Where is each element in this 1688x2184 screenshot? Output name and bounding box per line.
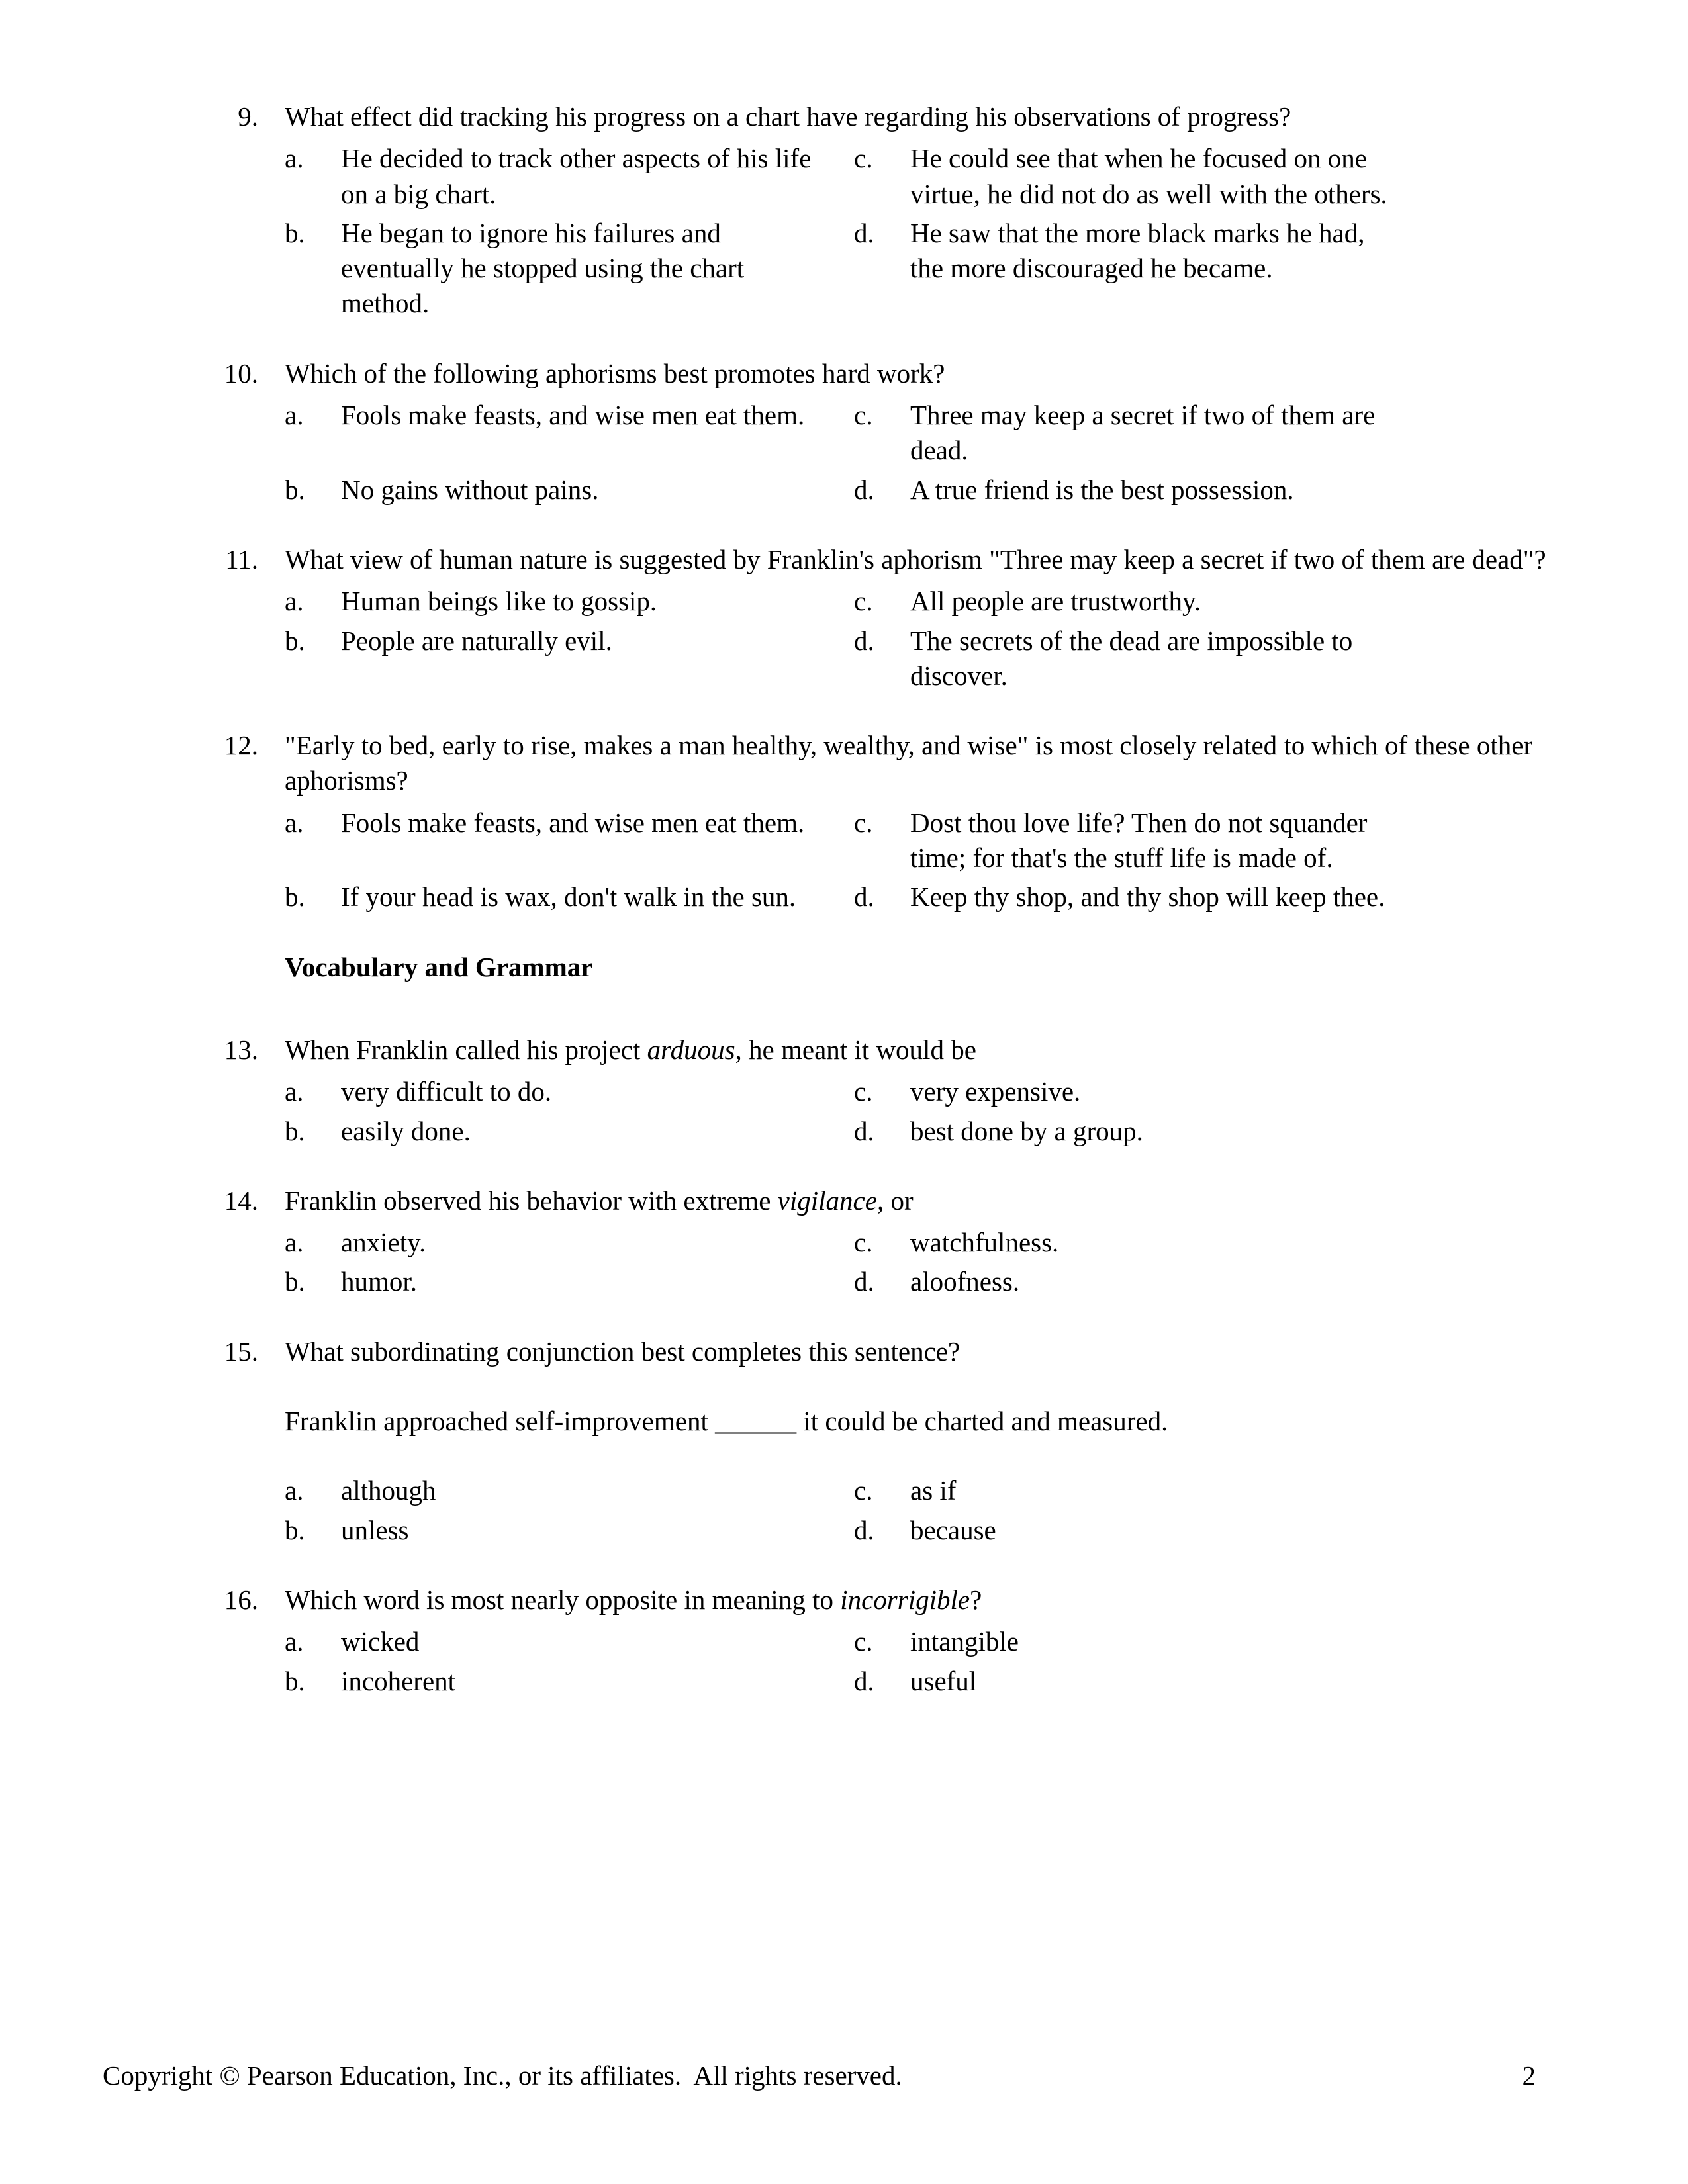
option-d: [854, 216, 1575, 287]
option-row: [285, 398, 1575, 469]
option-text: although: [341, 1475, 436, 1506]
question-14: [212, 1183, 1575, 1300]
option-a: [285, 1074, 854, 1109]
options-list: [285, 1074, 1575, 1149]
option-letter: a.: [285, 1227, 304, 1258]
question-text: [285, 1334, 1575, 1369]
question-text-italic-term: incorrigible: [840, 1584, 970, 1615]
option-a: [285, 398, 854, 433]
option-letter: a.: [285, 1475, 304, 1506]
options-list: [285, 1225, 1575, 1300]
option-text: wicked: [341, 1626, 420, 1657]
option-text: incoherent: [341, 1665, 456, 1696]
option-letter: b.: [285, 1266, 305, 1297]
option-c: [854, 398, 1575, 469]
option-c: [854, 1624, 1575, 1659]
option-d: [854, 473, 1575, 508]
option-text: He could see that when he focused on one virtue, he did not do as well with the others.: [910, 143, 1387, 209]
question-text-segment: Franklin observed his behavior with extreme: [285, 1185, 778, 1216]
page-number: 2: [1522, 2060, 1536, 2091]
question-11: [212, 542, 1575, 694]
question-12: [212, 728, 1575, 915]
option-text: anxiety.: [341, 1227, 426, 1258]
option-text: very difficult to do.: [341, 1076, 552, 1107]
option-letter: b.: [285, 474, 305, 505]
question-text-segment: , he meant it would be: [735, 1034, 976, 1065]
options-list: [285, 805, 1575, 915]
option-text: Human beings like to gossip.: [341, 586, 657, 617]
option-text: very expensive.: [910, 1076, 1081, 1107]
question-text-segment: Which of the following aphorisms best promotes hard work?: [285, 357, 945, 388]
question-body: [285, 1183, 1575, 1300]
option-letter: d.: [854, 1514, 874, 1545]
question-text-segment: What view of human nature is suggested by Franklin's aphorism "Three may keep a secret if two of them are dead"?: [285, 543, 1546, 574]
question-number: 10.: [224, 357, 258, 388]
question-text: [285, 1183, 1575, 1218]
option-letter: d.: [854, 1665, 874, 1696]
option-letter: a.: [285, 807, 304, 838]
option-letter: d.: [854, 1115, 874, 1146]
fill-in-sentence: Franklin approached self-improvement ______ it could be charted and measured.: [285, 1406, 1168, 1437]
option-a: [285, 1225, 854, 1260]
option-row: [285, 1264, 1575, 1299]
question-number: 14.: [224, 1185, 258, 1216]
option-letter: b.: [285, 1115, 305, 1146]
question-text-segment: ?: [970, 1584, 982, 1615]
option-row: [285, 1624, 1575, 1659]
option-row: [285, 1225, 1575, 1260]
option-letter: d.: [854, 882, 874, 913]
option-row: [285, 623, 1575, 694]
option-row: [285, 1664, 1575, 1699]
option-text: as if: [910, 1475, 957, 1506]
option-d: [854, 1264, 1575, 1299]
option-b: [285, 1513, 854, 1548]
option-text: He saw that the more black marks he had, the more discouraged he became.: [910, 217, 1365, 284]
option-row: [285, 141, 1575, 212]
question-body: [285, 1032, 1575, 1149]
question-16: [212, 1582, 1575, 1699]
question-text-segment: Which word is most nearly opposite in meaning to: [285, 1584, 841, 1615]
question-text-segment: "Early to bed, early to rise, makes a man healthy, wealthy, and wise" is most closely related to which of these other aphorisms?: [285, 730, 1533, 796]
option-text: If your head is wax, don't walk in the sun.: [341, 882, 796, 913]
option-text: A true friend is the best possession.: [910, 474, 1294, 505]
question-body: [285, 99, 1575, 322]
option-d: [854, 1664, 1575, 1699]
copyright-text: Copyright © Pearson Education, Inc., or its affiliates. All rights reserved.: [103, 2060, 902, 2091]
question-15: [212, 1334, 1575, 1548]
option-text: All people are trustworthy.: [910, 586, 1201, 617]
question-body: [285, 1582, 1575, 1699]
options-list: [285, 398, 1575, 508]
option-text: He decided to track other aspects of his life on a big chart.: [341, 143, 812, 209]
option-letter: d.: [854, 474, 874, 505]
option-a: [285, 584, 854, 619]
page-footer: [103, 2060, 1536, 2091]
option-c: [854, 1225, 1575, 1260]
option-letter: d.: [854, 625, 874, 656]
option-a: [285, 141, 854, 212]
option-letter: b.: [285, 882, 305, 913]
option-text: The secrets of the dead are impossible to discover.: [910, 625, 1353, 691]
question-text: [285, 1032, 1575, 1068]
option-text: intangible: [910, 1626, 1019, 1657]
option-b: [285, 216, 854, 322]
question-body: [285, 728, 1575, 915]
option-text: He began to ignore his failures and eventually he stopped using the chart method.: [341, 217, 745, 319]
option-text: Keep thy shop, and thy shop will keep thee.: [910, 882, 1385, 913]
option-a: [285, 805, 854, 841]
question-text: [285, 356, 1575, 391]
option-d: [854, 1114, 1575, 1149]
option-text: easily done.: [341, 1115, 471, 1146]
option-d: [854, 1513, 1575, 1548]
options-list: [285, 1624, 1575, 1699]
option-letter: a.: [285, 1626, 304, 1657]
question-number: 9.: [238, 101, 258, 132]
option-b: [285, 473, 854, 508]
question-text-italic-term: arduous: [647, 1034, 735, 1065]
question-text: [285, 99, 1575, 134]
question-text-segment: , or: [876, 1185, 914, 1216]
question-text-segment: What effect did tracking his progress on a chart have regarding his observations of progress?: [285, 101, 1291, 132]
options-list: [285, 1473, 1575, 1548]
question-text: [285, 728, 1575, 799]
question-text: [285, 542, 1575, 577]
option-b: [285, 1264, 854, 1299]
option-text: People are naturally evil.: [341, 625, 612, 656]
options-list: [285, 141, 1575, 321]
option-letter: a.: [285, 586, 304, 617]
option-letter: b.: [285, 1665, 305, 1696]
option-c: [854, 584, 1575, 619]
option-letter: b.: [285, 217, 305, 248]
option-b: [285, 623, 854, 659]
option-b: [285, 1114, 854, 1149]
question-body: [285, 356, 1575, 508]
option-a: [285, 1624, 854, 1659]
option-letter: a.: [285, 1076, 304, 1107]
question-text-segment: What subordinating conjunction best completes this sentence?: [285, 1336, 961, 1367]
section-header: Vocabulary and Grammar: [285, 951, 593, 982]
option-text: aloofness.: [910, 1266, 1020, 1297]
question-number: 15.: [224, 1336, 258, 1367]
option-text: humor.: [341, 1266, 418, 1297]
option-letter: c.: [854, 1475, 873, 1506]
option-row: [285, 473, 1575, 508]
option-text: Three may keep a secret if two of them are dead.: [910, 400, 1376, 466]
question-text-italic-term: vigilance: [777, 1185, 877, 1216]
question-number: 13.: [224, 1034, 258, 1065]
option-c: [854, 1074, 1575, 1109]
option-d: [854, 880, 1575, 915]
option-text: No gains without pains.: [341, 474, 599, 505]
option-letter: c.: [854, 1076, 873, 1107]
question-body: [285, 542, 1575, 694]
option-text: because: [910, 1514, 996, 1545]
option-text: best done by a group.: [910, 1115, 1143, 1146]
question-body: [285, 1334, 1575, 1548]
option-row: [285, 1114, 1575, 1149]
option-letter: a.: [285, 400, 304, 431]
option-b: [285, 1664, 854, 1699]
option-letter: a.: [285, 143, 304, 174]
question-text: [285, 1582, 1575, 1617]
question-number: 11.: [225, 543, 258, 574]
option-c: [854, 1473, 1575, 1508]
option-letter: c.: [854, 143, 873, 174]
option-c: [854, 805, 1575, 876]
options-list: [285, 584, 1575, 694]
question-9: [212, 99, 1575, 322]
option-row: [285, 805, 1575, 876]
question-text-segment: When Franklin called his project: [285, 1034, 647, 1065]
option-text: useful: [910, 1665, 977, 1696]
option-letter: c.: [854, 1227, 873, 1258]
option-a: [285, 1473, 854, 1508]
option-text: Dost thou love life? Then do not squander time; for that's the stuff life is made of.: [910, 807, 1368, 874]
option-c: [854, 141, 1575, 212]
option-row: [285, 1473, 1575, 1508]
option-letter: b.: [285, 625, 305, 656]
option-row: [285, 584, 1575, 619]
option-letter: d.: [854, 1266, 874, 1297]
option-text: watchfulness.: [910, 1227, 1059, 1258]
option-letter: c.: [854, 400, 873, 431]
option-row: [285, 1074, 1575, 1109]
option-b: [285, 880, 854, 915]
option-text: Fools make feasts, and wise men eat them.: [341, 807, 805, 838]
option-row: [285, 880, 1575, 915]
option-row: [285, 216, 1575, 322]
option-row: [285, 1513, 1575, 1548]
option-letter: c.: [854, 1626, 873, 1657]
question-number: 12.: [224, 730, 258, 761]
option-letter: b.: [285, 1514, 305, 1545]
question-13: [212, 1032, 1575, 1149]
question-10: [212, 356, 1575, 508]
option-text: Fools make feasts, and wise men eat them.: [341, 400, 805, 431]
option-text: unless: [341, 1514, 409, 1545]
question-number: 16.: [224, 1584, 258, 1615]
option-letter: c.: [854, 586, 873, 617]
option-letter: c.: [854, 807, 873, 838]
option-letter: d.: [854, 217, 874, 248]
option-d: [854, 623, 1575, 694]
